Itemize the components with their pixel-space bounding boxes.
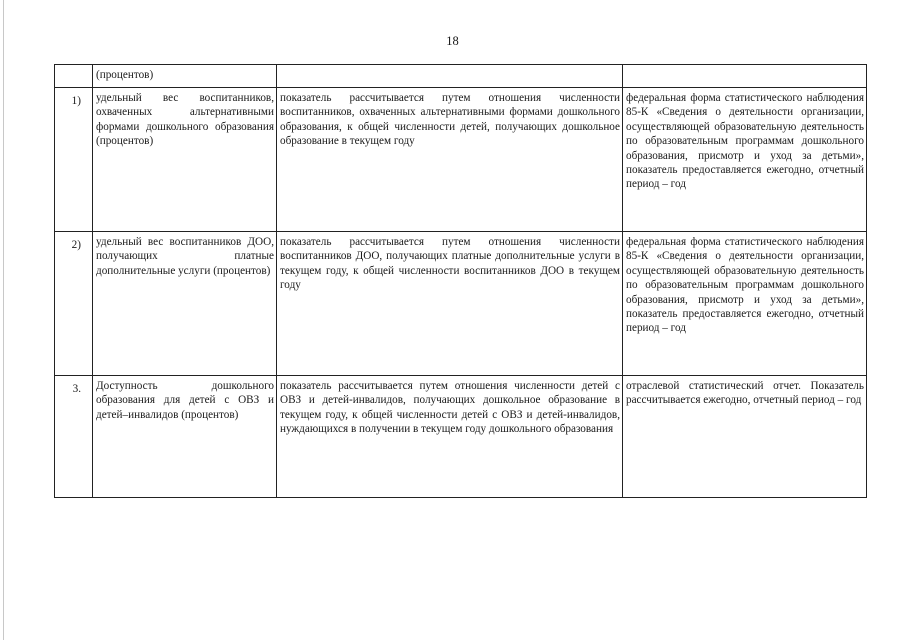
cell-source <box>623 376 867 498</box>
table-row <box>55 376 867 498</box>
indicator-text: Доступность дошкольного образования для детей с ОВЗ и детей–инвалидов (процентов) <box>96 380 274 421</box>
table-row <box>55 88 867 232</box>
cell-source <box>623 88 867 232</box>
indicator-text: (процентов) <box>96 69 154 81</box>
cell-indicator <box>93 65 277 88</box>
page-number: 18 <box>446 34 459 48</box>
cell-method <box>277 376 623 498</box>
page-edge-line <box>3 0 4 640</box>
cell-indicator <box>93 232 277 376</box>
method-text: показатель рассчитывается путем отношения численности воспитанников, охваченных альтернативными формами дошкольного образования, к общей численности детей, получающих дошкольное образование в текущем году <box>280 92 620 148</box>
cell-num <box>55 65 93 88</box>
indicators-table <box>54 64 867 498</box>
cell-method <box>277 88 623 232</box>
source-text: федеральная форма статистического наблюдения 85-К «Сведения о деятельности организации, осуществляющей образовательную деятельность по образовательным программам дошкольного образования, присмотр и уход за детьми», показатель предоставляется ежегодно, отчетный период – год <box>626 236 864 335</box>
cell-num: 2) <box>55 232 93 376</box>
cell-indicator <box>93 88 277 232</box>
source-text: отраслевой статистический отчет. Показатель рассчитывается ежегодно, отчетный период – год <box>626 380 864 407</box>
method-text: показатель рассчитывается путем отношения численности детей с ОВЗ и детей-инвалидов, получающих дошкольное образование в текущем году, к общей численности детей с ОВЗ и детей-инвалидов, нуждающихся в получении в текущем году дошкольного образования <box>280 380 620 436</box>
cell-indicator <box>93 376 277 498</box>
cell-num: 1) <box>55 88 93 232</box>
cell-method <box>277 232 623 376</box>
method-text: показатель рассчитывается путем отношения численности воспитанников ДОО, получающих платные дополнительные услуги в текущем году, к общей численности воспитанников ДОО в текущем году <box>280 236 620 292</box>
cell-source <box>623 65 867 88</box>
table-row <box>55 232 867 376</box>
cell-method <box>277 65 623 88</box>
indicator-text: удельный вес воспитанников ДОО, получающих платные дополнительные услуги (процентов) <box>96 236 274 277</box>
source-text: федеральная форма статистического наблюдения 85-К «Сведения о деятельности организации, осуществляющей образовательную деятельность по образовательным программам дошкольного образования, присмотр и уход за детьми», показатель предоставляется ежегодно, отчетный период – год <box>626 92 864 191</box>
cell-source <box>623 232 867 376</box>
indicator-text: удельный вес воспитанников, охваченных альтернативными формами дошкольного образования (процентов) <box>96 92 274 148</box>
cell-num: 3. <box>55 376 93 498</box>
table-row-continuation <box>55 65 867 88</box>
